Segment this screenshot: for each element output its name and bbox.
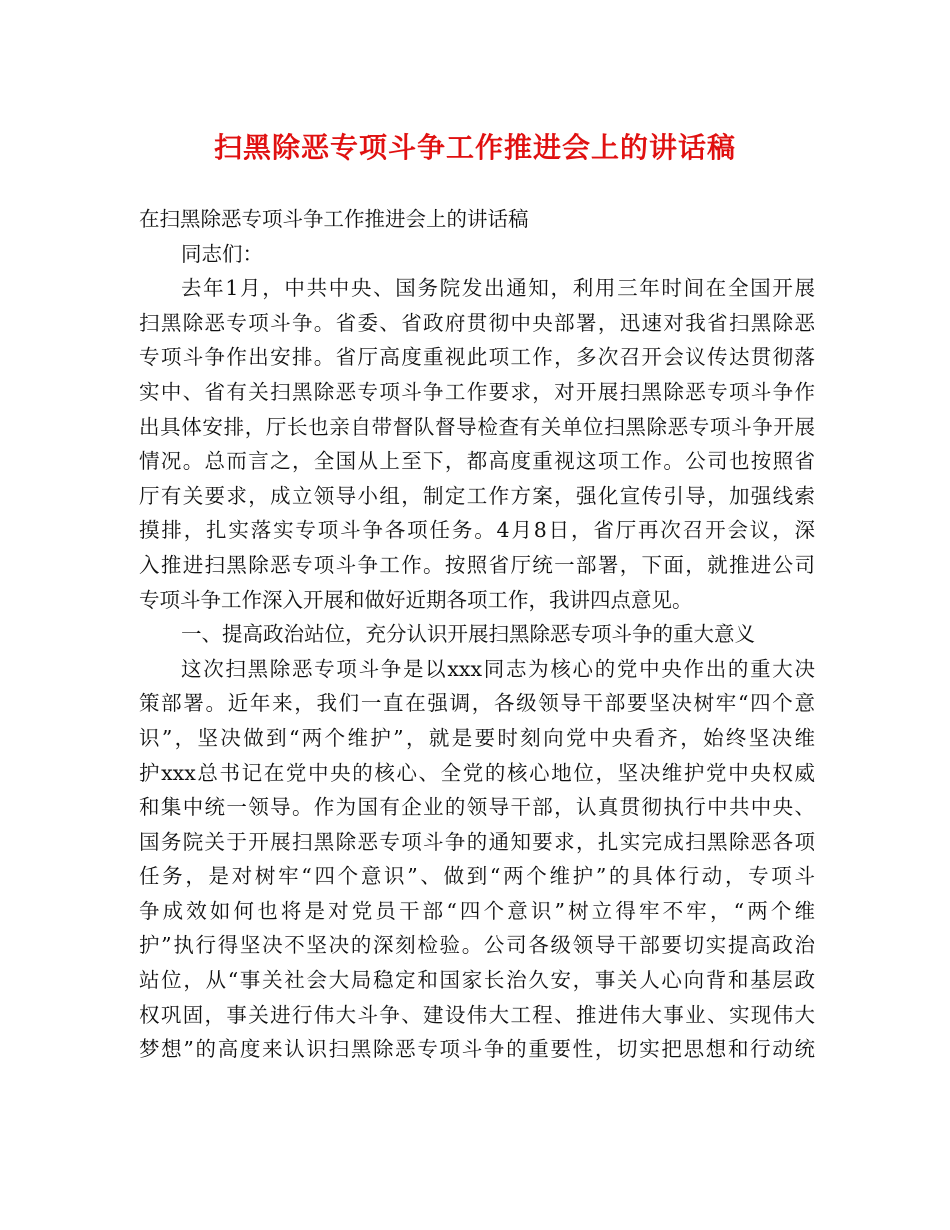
body-line: 国务院关于开展扫黑除恶专项斗争的通知要求，扎实完成扫黑除恶各项 — [139, 829, 815, 854]
body-line: 情况。总而言之，全国从上至下，都高度重视这项工作。公司也按照省 — [139, 449, 815, 474]
body-line: 识”，坚决做到“两个维护”，就是要时刻向党中央看齐，始终坚决维 — [139, 725, 815, 750]
body-line: 入推进扫黑除恶专项斗争工作。按照省厅统一部署，下面，就推进公司 — [139, 552, 815, 577]
body-line: 这次扫黑除恶专项斗争是以xxx同志为核心的党中央作出的重大决 — [181, 656, 815, 681]
body-line: 专项斗争作出安排。省厅高度重视此项工作，多次召开会议传达贯彻落 — [139, 345, 815, 370]
body-line: 一、提高政治站位，充分认识开展扫黑除恶专项斗争的重大意义 — [181, 622, 755, 647]
body-line: 策部署。近年来，我们一直在强调，各级领导干部要坚决树牢“四个意 — [139, 691, 815, 716]
body-line: 专项斗争工作深入开展和做好近期各项工作，我讲四点意见。 — [139, 587, 693, 612]
body-line: 扫黑除恶专项斗争。省委、省政府贯彻中央部署，迅速对我省扫黑除恶 — [139, 310, 815, 335]
body-line: 任务，是对树牢“四个意识”、做到“两个维护”的具体行动，专项斗 — [139, 864, 815, 889]
document-title: 扫黑除恶专项斗争工作推进会上的讲话稿 — [213, 131, 736, 164]
body-line: 站位，从“事关社会大局稳定和国家长治久安，事关人心向背和基层政 — [139, 968, 815, 993]
body-line: 同志们： — [181, 241, 263, 266]
body-line: 和集中统一领导。作为国有企业的领导干部，认真贯彻执行中共中央、 — [139, 795, 815, 820]
body-line: 护xxx总书记在党中央的核心、全党的核心地位，坚决维护党中央权威 — [139, 760, 815, 785]
body-line: 梦想”的高度来认识扫黑除恶专项斗争的重要性，切实把思想和行动统 — [139, 1037, 815, 1062]
body-line: 权巩固，事关进行伟大斗争、建设伟大工程、推进伟大事业、实现伟大 — [139, 1002, 815, 1027]
body-line: 护”执行得坚决不坚决的深刻检验。公司各级领导干部要切实提高政治 — [139, 933, 815, 958]
body-line: 出具体安排，厅长也亲自带督队督导检查有关单位扫黑除恶专项斗争开展 — [139, 414, 815, 439]
body-line: 在扫黑除恶专项斗争工作推进会上的讲话稿 — [139, 207, 529, 231]
body-line: 争成效如何也将是对党员干部“四个意识”树立得牢不牢，“两个维 — [139, 898, 815, 923]
body-line: 去年1月，中共中央、国务院发出通知，利用三年时间在全国开展 — [181, 276, 815, 301]
body-line: 实中、省有关扫黑除恶专项斗争工作要求，对开展扫黑除恶专项斗争作 — [139, 379, 815, 404]
body-line: 摸排，扎实落实专项斗争各项任务。4月8日，省厅再次召开会议，深 — [139, 518, 815, 543]
body-line: 厅有关要求，成立领导小组，制定工作方案，强化宣传引导，加强线索 — [139, 483, 815, 508]
document-body — [139, 202, 815, 1067]
